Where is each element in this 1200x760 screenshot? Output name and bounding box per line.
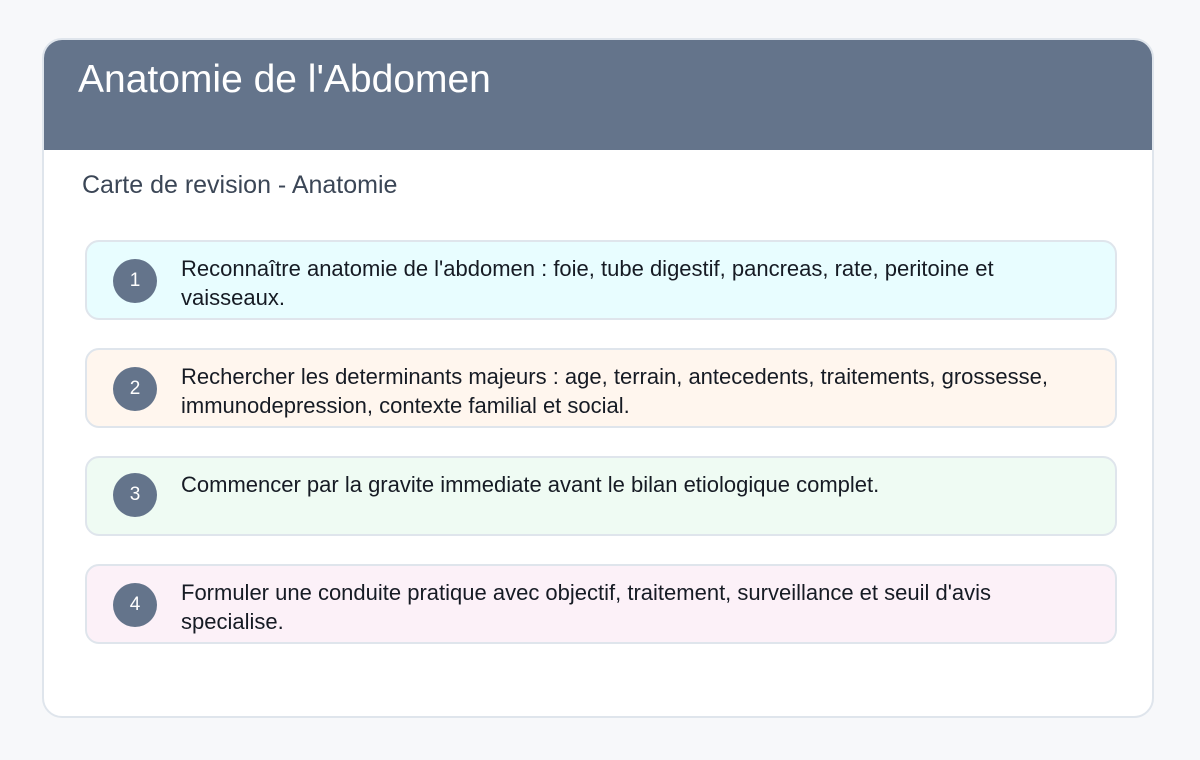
list-item-1 xyxy=(85,240,1117,320)
item-number-badge: 3 xyxy=(113,473,157,517)
card-subtitle: Carte de revision - Anatomie xyxy=(82,171,398,199)
item-number-badge: 4 xyxy=(113,583,157,627)
list-item-2 xyxy=(85,348,1117,428)
list-item-4 xyxy=(85,564,1117,644)
item-text: Reconnaître anatomie de l'abdomen : foie, tube digestif, pancreas, rate, peritoine et vaisseaux. xyxy=(181,256,994,310)
item-text: Rechercher les determinants majeurs : age, terrain, antecedents, traitements, grossesse, immunodepression, contexte familial et social. xyxy=(181,364,1048,418)
card-title: Anatomie de l'Abdomen xyxy=(78,58,491,101)
item-text: Formuler une conduite pratique avec objectif, traitement, surveillance et seuil d'avis specialise. xyxy=(181,580,992,634)
item-number-badge: 1 xyxy=(113,259,157,303)
card-header xyxy=(42,38,1154,150)
list-item-3 xyxy=(85,456,1117,536)
item-text: Commencer par la gravite immediate avant le bilan etiologique complet. xyxy=(181,472,880,497)
item-number-badge: 2 xyxy=(113,367,157,411)
revision-card xyxy=(42,38,1154,718)
